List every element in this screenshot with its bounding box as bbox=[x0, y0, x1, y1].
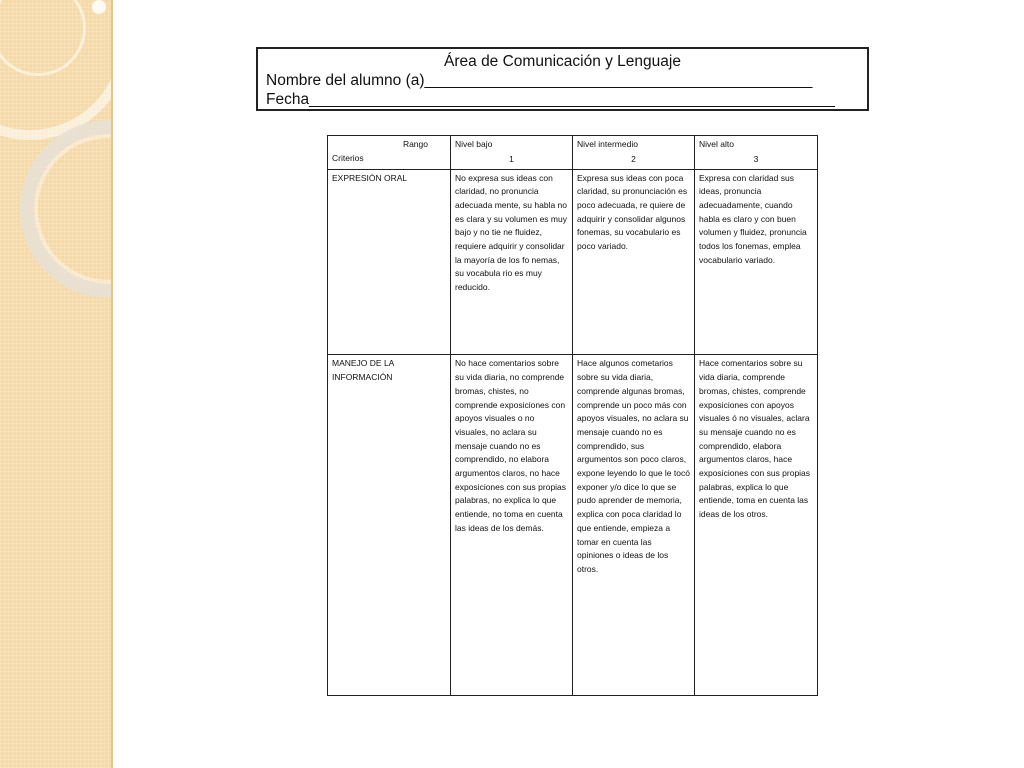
level-label: Nivel intermedio bbox=[577, 139, 638, 149]
criterion-cell: MANEJO DE LA INFORMACIÓN bbox=[328, 355, 451, 696]
descriptor-cell: Hace algunos cometarios sobre su vida diaria, comprende algunas bromas, comprende un poco más con apoyos visuales, no aclara su mensaje cuando no es comprendido, sus argumentos son poco claros, expone leyendo lo que le tocó exponer y/o dice lo que se pudo aprender de memoria, explica con poca claridad lo que entiende, empieza a tomar en cuenta las opiniones o ideas de los otros. bbox=[573, 355, 695, 696]
level-header-low bbox=[451, 136, 573, 170]
level-number: 2 bbox=[631, 153, 636, 164]
header-box bbox=[256, 47, 869, 111]
student-name-line: Nombre del alumno (a)_____________________________________________ bbox=[266, 72, 813, 89]
corner-cell bbox=[328, 136, 451, 170]
level-header-high bbox=[695, 136, 818, 170]
decorative-ring bbox=[20, 120, 113, 298]
level-label: Nivel alto bbox=[699, 139, 734, 149]
level-label: Nivel bajo bbox=[455, 139, 493, 149]
date-line: Fecha_____________________________________________________________ bbox=[266, 91, 835, 108]
level-header-intermediate bbox=[573, 136, 695, 170]
criterios-label: Criterios bbox=[332, 152, 364, 163]
criterion-cell: EXPRESIÓN ORAL bbox=[328, 169, 451, 355]
table-row bbox=[328, 169, 818, 355]
level-number: 3 bbox=[753, 153, 759, 164]
table-row bbox=[328, 355, 818, 696]
document-title: Área de Comunicación y Lenguaje bbox=[444, 53, 681, 70]
descriptor-cell: Expresa sus ideas con poca claridad, su pronunciación es poco adecuada, re quiere de adquirir y consolidar algunos fonemas, su vocabulario es poco variado. bbox=[573, 169, 695, 355]
descriptor-cell: No expresa sus ideas con claridad, no pronuncia adecuada mente, su habla no es clara y su volumen es muy bajo y no tie ne fluidez, requiere adquirir y consolidar la mayoría de los fo nemas, su vocabula rio es muy reducido. bbox=[451, 169, 573, 355]
level-number: 1 bbox=[509, 153, 514, 164]
rubric-table bbox=[327, 135, 818, 696]
decorative-dot bbox=[92, 0, 106, 14]
descriptor-cell: No hace comentarios sobre su vida diaria, no comprende bromas, chistes, no comprende exposiciones con apoyos visuales o no visuales, no aclara su mensaje cuando no es comprendido, no elabora argumentos claros, no hace exposiciones con sus propias palabras, no explica lo que entiende, no toma en cuenta las ideas de los demás. bbox=[451, 355, 573, 696]
descriptor-cell: Expresa con claridad sus ideas, pronuncia adecuadamente, cuando habla es claro y con buen volumen y fluidez, pronuncia todos los fonemas, emplea vocabulario variado. bbox=[695, 169, 818, 355]
rango-label: Rango bbox=[402, 139, 428, 149]
descriptor-cell: Hace comentarios sobre su vida diaria, comprende bromas, chistes, comprende exposiciones con apoyos visuales ó no visuales, aclara su mensaje cuando no es comprendido, elabora argumentos claros, hace exposiciones con sus propias palabras, explica lo que entiende, toma en cuenta las ideas de los otros. bbox=[695, 355, 818, 696]
table-header-row bbox=[328, 136, 818, 170]
decorative-side-band bbox=[0, 0, 113, 768]
